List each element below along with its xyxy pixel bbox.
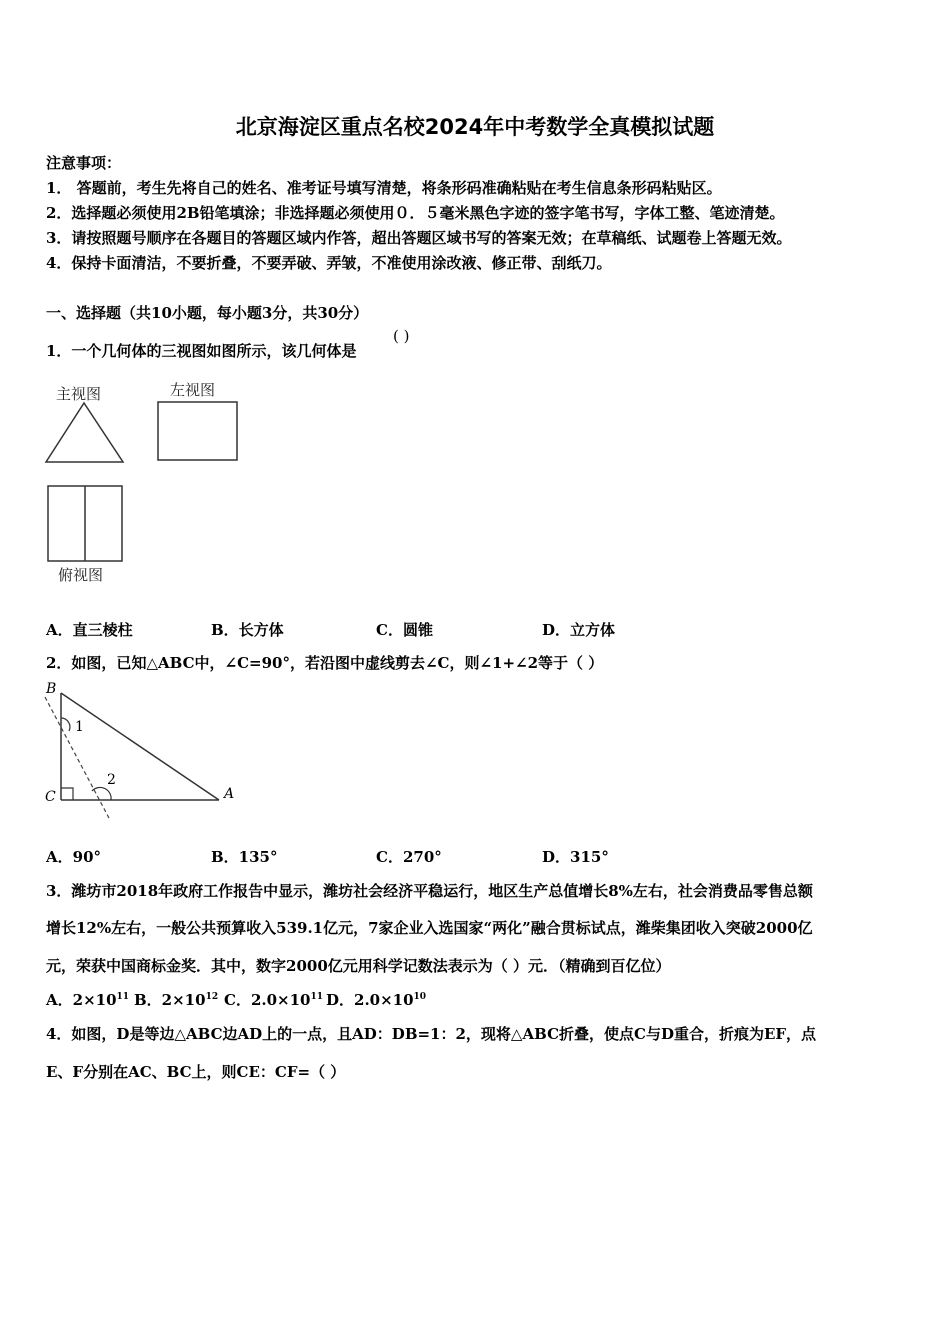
notice-heading: 注意事项：: [46, 154, 122, 172]
q3-option-c: C．$2.0\times 10^{11}$: [224, 991, 324, 1009]
q3-option-a: A．$2\times 10^{11}$: [46, 991, 130, 1009]
notice-item: 1． 答题前，考生先将自己的姓名、准考证号填写清楚，将条形码准确粘贴在考生信息条形码粘贴区。: [46, 179, 722, 197]
question-3-line: 增长12%左右，一般公共预算收入539.1亿元，7家企业入选国家“两化”融合贯标试点，潍柴集团收入突破2000亿: [46, 919, 813, 937]
notice-item: 2．选择题必须使用2B铅笔填涂；非选择题必须使用０．５毫米黑色字迹的签字笔书写，字体工整、笔迹清楚。: [46, 204, 785, 222]
vertex-b-label: B: [46, 681, 57, 697]
q2-option-b: B．135°: [211, 848, 278, 866]
notice-item: 3．请按照题号顺序在各题目的答题区域内作答，超出答题区域书写的答案无效；在草稿纸、试题卷上答题无效。: [46, 229, 792, 247]
question-3-line: 3．潍坊市2018年政府工作报告中显示，潍坊社会经济平稳运行，地区生产总值增长8%左右，社会消费品零售总额: [46, 882, 813, 900]
side-ab: [61, 693, 219, 800]
q2-option-a: A．90°: [46, 848, 102, 866]
front-view-label: 主视图: [56, 385, 102, 403]
q3-option-b: B．$2\times 10^{12}$: [134, 991, 219, 1009]
left-view-label: 左视图: [170, 381, 216, 399]
question-4-line: 4．如图，D是等边△ABC边AD上的一点，且AD：DB=1：2，现将△ABC折叠，使点C与D重合，折痕为EF，点: [46, 1025, 817, 1043]
question-4-line: E、F分别在AC、BC上，则CE：CF=（ ）: [46, 1063, 346, 1081]
triangle-figure: [0, 0, 300, 840]
question-1-answer-paren: ( ): [393, 327, 410, 345]
vertex-a-label: A: [224, 786, 235, 802]
question-1-text: 1．一个几何体的三视图如图所示，该几何体是: [46, 342, 357, 360]
angle-1-label: 1: [75, 719, 84, 735]
q3-option-d: D．$2.0\times 10^{10}$: [326, 991, 427, 1009]
right-angle-mark: [61, 788, 73, 800]
vertex-c-label: C: [45, 789, 56, 805]
angle-2-label: 2: [107, 772, 116, 788]
page-title: 北京海淀区重点名校2024年中考数学全真模拟试题: [235, 115, 715, 139]
q2-option-c: C．270°: [376, 848, 442, 866]
top-view-label: 俯视图: [58, 566, 104, 584]
q1-option-b: B．长方体: [211, 621, 284, 639]
q1-option-c: C．圆锥: [376, 621, 433, 639]
section-heading: 一、选择题（共10小题，每小题3分，共30分）: [46, 304, 369, 322]
q2-option-d: D．315°: [542, 848, 609, 866]
angle-2-arc: [92, 787, 111, 800]
question-2-text: 2．如图，已知△ABC中，∠C=90°，若沿图中虚线剪去∠C，则∠1+∠2等于（ ）: [46, 654, 604, 672]
question-3-line: 元，荣获中国商标金奖．其中，数字2000亿元用科学记数法表示为（ ）元．（精确到百亿位）: [46, 957, 671, 975]
q1-option-a: A．直三棱柱: [46, 621, 133, 639]
q1-option-d: D．立方体: [542, 621, 616, 639]
notice-item: 4．保持卡面清洁，不要折叠，不要弄破、弄皱，不准使用涂改液、修正带、刮纸刀。: [46, 254, 612, 272]
